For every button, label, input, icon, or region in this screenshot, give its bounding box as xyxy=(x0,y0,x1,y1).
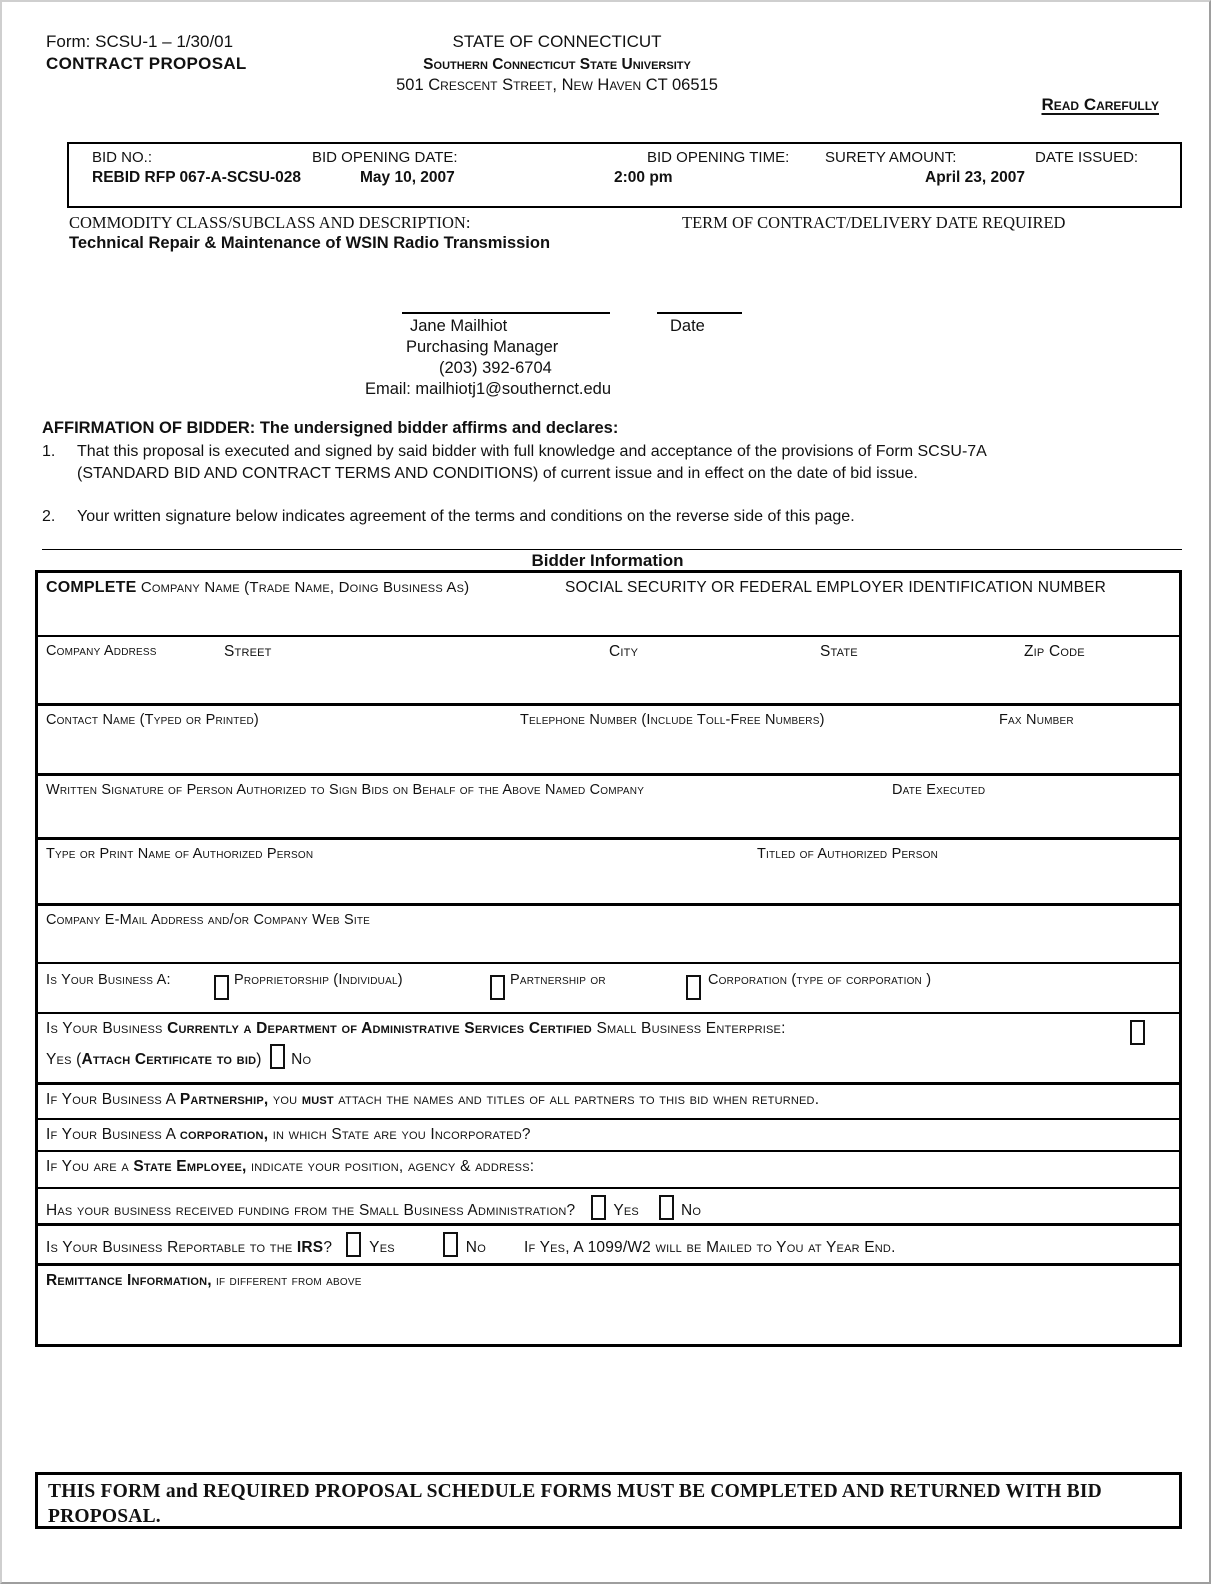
affirmation-item1-line1: That this proposal is executed and signed by said bidder with full knowledge and acceptance of the provisions of Form SCSU-7A xyxy=(77,443,987,460)
read-carefully-note: Read Carefully xyxy=(1041,95,1159,114)
affirmation-item1-line2: (STANDARD BID AND CONTRACT TERMS AND CONDITIONS) of current issue and in effect on the date of bid issue. xyxy=(77,465,918,482)
remittance-field[interactable]: Remittance Information, if different from above xyxy=(38,1263,1179,1344)
proprietorship-label: Proprietorship (Individual) xyxy=(234,972,403,988)
commodity-description: Technical Repair & Maintenance of WSIN Radio Transmission xyxy=(69,234,551,252)
bidder-information-table xyxy=(35,570,1182,1347)
partnership-checkbox[interactable] xyxy=(490,975,505,1000)
date-issued-value: April 23, 2007 xyxy=(925,169,1025,186)
state-employee-row[interactable]: If You are a State Employee, indicate your position, agency & address: xyxy=(38,1150,1179,1187)
affirmation-item2-text: Your written signature below indicates agreement of the terms and conditions on the reverse side of this page. xyxy=(77,508,855,525)
bidder-information-heading: Bidder Information xyxy=(531,551,684,570)
sba-funding-row: Has your business received funding from the Small Business Administration? Yes No xyxy=(38,1187,1179,1223)
partnership-label: Partnership or xyxy=(510,972,606,988)
company-address-label: Company Address xyxy=(46,643,157,659)
bid-opening-time-value: 2:00 pm xyxy=(614,169,673,186)
partnership-instruction-row: If Your Business A Partnership, you must attach the names and titles of all partners to this bid when returned. xyxy=(38,1082,1179,1118)
corporation-state-row[interactable]: If Your Business A corporation, in which State are you Incorporated? xyxy=(38,1118,1179,1150)
state-label: State xyxy=(820,643,858,660)
signatory-name: Jane Mailhiot xyxy=(410,317,508,335)
corporation-label: Corporation (type of corporation ) xyxy=(708,972,932,988)
sbe-no-checkbox[interactable] xyxy=(270,1044,285,1069)
bid-opening-time-label: BID OPENING TIME: xyxy=(647,149,790,166)
date-issued-label: DATE ISSUED: xyxy=(1035,149,1139,166)
street-label: Street xyxy=(224,643,272,660)
company-name-field[interactable] xyxy=(38,573,1179,635)
company-address-field[interactable] xyxy=(38,635,1179,703)
section-divider xyxy=(42,549,1182,550)
bid-no-label: BID NO.: xyxy=(92,149,153,166)
title-authorized-person-label: Titled of Authorized Person xyxy=(757,846,939,862)
signature-line[interactable] xyxy=(402,312,610,314)
company-name-label: Company Name (Trade Name, Doing Business As) xyxy=(136,579,470,596)
affirmation-item1-number: 1. xyxy=(42,443,56,460)
footer-notice-text: THIS FORM and REQUIRED PROPOSAL SCHEDULE FORMS MUST BE COMPLETED AND RETURNED WITH BID PROPOSAL. xyxy=(48,1481,1102,1527)
company-name-label-bold: COMPLETE xyxy=(46,579,137,596)
sbe-certified-row xyxy=(38,1012,1179,1082)
ssn-fein-label: SOCIAL SECURITY OR FEDERAL EMPLOYER IDENTIFICATION NUMBER xyxy=(565,579,1107,596)
date-line[interactable] xyxy=(657,312,742,314)
telephone-label: Telephone Number (Include Toll-Free Numbers) xyxy=(520,712,825,728)
date-label: Date xyxy=(670,317,705,335)
corporation-checkbox[interactable] xyxy=(686,975,701,1000)
form-number: Form: SCSU-1 – 1/30/01 xyxy=(46,32,234,51)
type-print-name-label: Type or Print Name of Authorized Person xyxy=(46,846,314,862)
signatory-title: Purchasing Manager xyxy=(406,338,559,356)
contact-name-label: Contact Name (Typed or Printed) xyxy=(46,712,259,728)
sba-yes-checkbox[interactable] xyxy=(591,1195,606,1220)
letterhead-university: Southern Connecticut State University xyxy=(423,56,691,73)
city-label: City xyxy=(609,643,639,660)
irs-reportable-row: Is Your Business Reportable to the IRS? Yes No If Yes, A 1099/W2 will be Mailed to You at Year End. xyxy=(38,1223,1179,1263)
sba-no-checkbox[interactable] xyxy=(659,1195,674,1220)
signatory-email: Email: mailhiotj1@southernct.edu xyxy=(365,380,612,398)
footer-notice-box xyxy=(35,1472,1182,1529)
written-signature-label: Written Signature of Person Authorized to Sign Bids on Behalf of the Above Named Company xyxy=(46,782,645,798)
letterhead-address: 501 Crescent Street, New Haven CT 06515 xyxy=(396,76,718,94)
commodity-class-label: COMMODITY CLASS/SUBCLASS AND DESCRIPTION: xyxy=(69,213,471,232)
bid-opening-date-value: May 10, 2007 xyxy=(360,169,455,186)
bid-summary-box xyxy=(67,142,1182,208)
document-title: CONTRACT PROPOSAL xyxy=(46,54,247,73)
zip-code-label: Zip Code xyxy=(1024,643,1085,660)
irs-no-checkbox[interactable] xyxy=(443,1232,458,1257)
signatory-phone: (203) 392-6704 xyxy=(439,359,552,377)
affirmation-title: AFFIRMATION OF BIDDER: The undersigned bidder affirms and declares: xyxy=(42,419,619,437)
affirmation-item2-number: 2. xyxy=(42,508,56,525)
contract-term-label: TERM OF CONTRACT/DELIVERY DATE REQUIRED xyxy=(682,213,1066,232)
business-type-label: Is Your Business A: xyxy=(46,972,171,988)
fax-number-label: Fax Number xyxy=(999,712,1074,728)
letterhead xyxy=(252,32,862,95)
company-email-label: Company E-Mail Address and/or Company Web Site xyxy=(46,912,371,928)
contact-name-field[interactable] xyxy=(38,703,1179,773)
sbe-question-line2: Yes (Attach Certificate to bid) No xyxy=(46,1044,311,1069)
irs-yes-checkbox[interactable] xyxy=(346,1232,361,1257)
proprietorship-checkbox[interactable] xyxy=(214,975,229,1000)
authorized-person-name-field[interactable] xyxy=(38,837,1179,903)
written-signature-field[interactable] xyxy=(38,773,1179,837)
company-email-field[interactable] xyxy=(38,903,1179,962)
bid-opening-date-label: BID OPENING DATE: xyxy=(312,149,458,166)
sbe-yes-checkbox[interactable] xyxy=(1130,1020,1145,1045)
bid-no-value: REBID RFP 067-A-SCSU-028 xyxy=(92,169,302,186)
business-type-row xyxy=(38,962,1179,1012)
sbe-question-line1: Is Your Business Currently a Department of Administrative Services Certified Small Business Enterprise: xyxy=(46,1020,786,1037)
surety-amount-label: SURETY AMOUNT: xyxy=(825,149,957,166)
date-executed-label: Date Executed xyxy=(892,782,986,798)
letterhead-state: STATE OF CONNECTICUT xyxy=(452,32,662,51)
